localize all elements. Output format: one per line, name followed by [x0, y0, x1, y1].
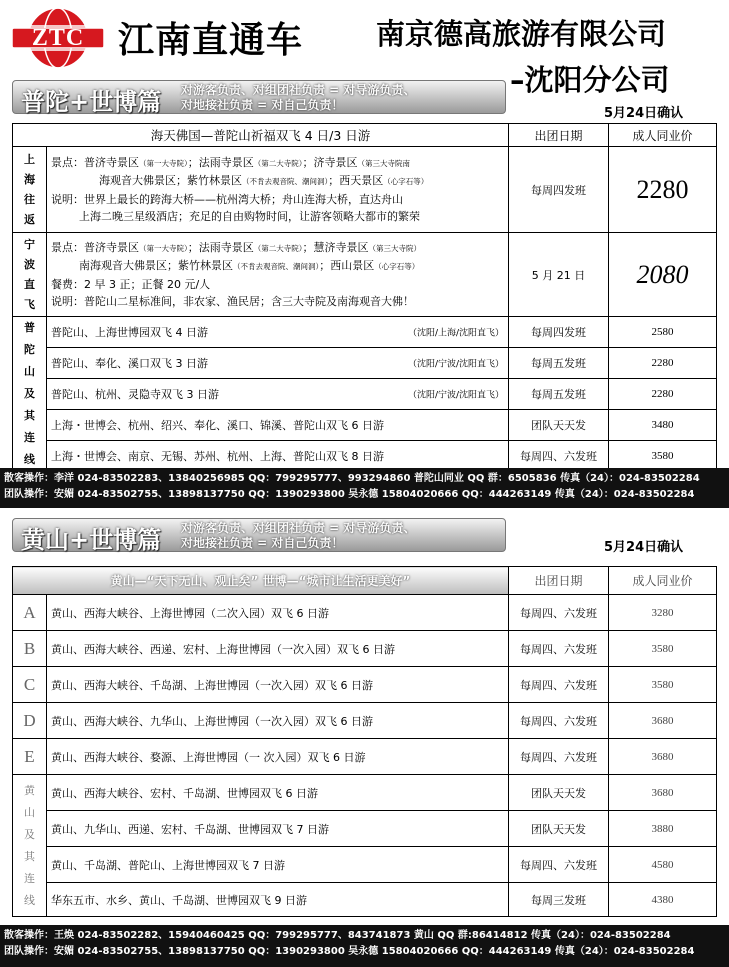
table-header-row	[13, 124, 717, 147]
putuo-table	[12, 123, 717, 472]
contact-line: 团队操作：安媚 024-83502755、13898137750 QQ：1390293800 吴永德 15804020666 QQ：444263149 传真（24）：024-83502284	[4, 946, 695, 957]
table-row	[13, 631, 717, 667]
route-date: 每周四发班	[509, 317, 609, 348]
route-price: 3580	[609, 631, 717, 667]
route-price: 3680	[609, 775, 717, 811]
confirm-date: 5月24日确认	[604, 106, 684, 121]
route-date: 每周四、六发班	[509, 667, 609, 703]
contact-line: 散客操作：李洋 024-83502283、13840256985 QQ：799295777、993294860 普陀山同业 QQ 群：6505836 传真（24）：024-83502284	[4, 473, 700, 484]
route-name: 黄山、西海大峡谷、千岛湖、上海世博园（一次入园）双飞 6 日游	[47, 667, 509, 703]
table-row	[13, 317, 717, 348]
route-date: 每周四、六发班	[509, 441, 609, 472]
confirm-date: 5月24日确认	[604, 540, 684, 555]
group-label-shanghai: 上海往返	[13, 147, 47, 233]
route-price: 4580	[609, 847, 717, 883]
group-label-huangshan-line: 黄山及其连线	[13, 775, 47, 917]
route-price: 4380	[609, 883, 717, 917]
route-name: 上海・世博会、南京、无锡、苏州、杭州、上海、普陀山双飞 8 日游	[47, 441, 509, 472]
route-letter: E	[13, 739, 47, 775]
route-letter: D	[13, 703, 47, 739]
section-tag-putuo	[12, 80, 506, 114]
route-name: 黄山、西海大峡谷、上海世博园（二次入园）双飞 6 日游	[47, 595, 509, 631]
route-letter: C	[13, 667, 47, 703]
header-price: 成人同业价	[609, 124, 717, 147]
header-title: 海天佛国—普陀山祈福双飞 4 日/3 日游	[13, 124, 509, 147]
header-title: 黄山—“天下无山、观止矣” 世博—“城市让生活更美好”	[13, 567, 509, 595]
route-name: 普陀山、奉化、溪口双飞 3 日游 （沈阳/宁波/沈阳直飞）	[47, 348, 509, 379]
route-price: 3280	[609, 595, 717, 631]
route-letter: B	[13, 631, 47, 667]
route-name: 黄山、西海大峡谷、宏村、千岛湖、世博园双飞 6 日游	[47, 775, 509, 811]
route-date: 每周四、六发班	[509, 631, 609, 667]
route-date: 每周四、六发班	[509, 703, 609, 739]
route-price: 3680	[609, 703, 717, 739]
table-row	[13, 147, 717, 233]
huangshan-table	[12, 566, 717, 917]
shanghai-price: 2280	[609, 147, 717, 233]
table-row	[13, 595, 717, 631]
route-date: 每周四、六发班	[509, 847, 609, 883]
route-name: 上海・世博会、杭州、绍兴、奉化、溪口、锦溪、普陀山双飞 6 日游	[47, 410, 509, 441]
table-row	[13, 233, 717, 317]
header-date: 出团日期	[509, 567, 609, 595]
table-row	[13, 348, 717, 379]
route-price: 3680	[609, 739, 717, 775]
table-row	[13, 703, 717, 739]
route-name: 黄山、西海大峡谷、九华山、上海世博园（一次入园）双飞 6 日游	[47, 703, 509, 739]
route-name: 普陀山、杭州、灵隐寺双飞 3 日游 （沈阳/宁波/沈阳直飞）	[47, 379, 509, 410]
brand-title: 江南直通车	[118, 20, 304, 61]
group-label-putuo-line: 普陀山及其连线	[13, 317, 47, 472]
header-price: 成人同业价	[609, 567, 717, 595]
route-name: 华东五市、水乡、黄山、千岛湖、世博园双飞 9 日游	[47, 883, 509, 917]
route-date: 每周三发班	[509, 883, 609, 917]
contact-bar-huangshan	[0, 925, 729, 967]
section-tag-huangshan	[12, 518, 506, 552]
contact-line: 散客操作：王焕 024-83502282、15940460425 QQ：799295777、843741873 黄山 QQ 群:86414812 传真（24）：024-83502284	[4, 930, 671, 941]
route-name: 黄山、千岛湖、普陀山、上海世博园双飞 7 日游	[47, 847, 509, 883]
table-row	[13, 775, 717, 811]
contact-bar-putuo	[0, 468, 729, 508]
group-label-ningbo: 宁波直飞	[13, 233, 47, 317]
table-row	[13, 667, 717, 703]
header-date: 出团日期	[509, 124, 609, 147]
section-title: 普陀+世博篇	[21, 88, 162, 116]
ningbo-date: 5 月 21 日	[509, 233, 609, 317]
table-row	[13, 811, 717, 847]
route-name: 黄山、九华山、西递、宏村、千岛湖、世博园双飞 7 日游	[47, 811, 509, 847]
shanghai-details: 景点：普济寺景区（第一大寺院）；法雨寺景区（第二大寺院）；济寺景区（第三大寺院南 海观音大佛景区；紫竹林景区（不肯去观音院、潮间洞）；西天景区（心字石等） 说明：世界上最长的跨海大桥——杭州湾大桥；舟山连海大桥，直达舟山 上海二晚三星级酒店；充足的自由购物时间，让游客领略大都市的繁荣	[47, 147, 509, 233]
branch-name: –沈阳分公司	[510, 63, 670, 97]
contact-line: 团队操作：安媚 024-83502755、13898137750 QQ：1390293800 吴永德 15804020666 QQ：444263149 传真（24）：024-83502284	[4, 489, 695, 500]
table-row	[13, 883, 717, 917]
route-price: 3580	[609, 667, 717, 703]
logo-text: ZTC	[31, 24, 85, 51]
route-name: 黄山、西海大峡谷、西递、宏村、上海世博园（一次入园）双飞 6 日游	[47, 631, 509, 667]
route-price: 3480	[609, 410, 717, 441]
route-date: 团队天天发	[509, 775, 609, 811]
table-row	[13, 379, 717, 410]
route-date: 每周四、六发班	[509, 595, 609, 631]
shanghai-date: 每周四发班	[509, 147, 609, 233]
route-name: 黄山、西海大峡谷、婺源、上海世博园（一 次入园）双飞 6 日游	[47, 739, 509, 775]
ningbo-price: 2080	[609, 233, 717, 317]
route-date: 每周四、六发班	[509, 739, 609, 775]
route-price: 2280	[609, 379, 717, 410]
route-name: 普陀山、上海世博园双飞 4 日游 （沈阳/上海/沈阳直飞）	[47, 317, 509, 348]
table-row	[13, 739, 717, 775]
company-name: 南京德高旅游有限公司	[376, 17, 667, 51]
section-slogan: 对游客负责、对组团社负责 = 对导游负责、 对地接社负责 = 对自己负责！	[181, 521, 416, 550]
table-row	[13, 847, 717, 883]
table-row	[13, 441, 717, 472]
route-price: 2280	[609, 348, 717, 379]
table-header-row	[13, 567, 717, 595]
table-row	[13, 410, 717, 441]
route-date: 团队天天发	[509, 811, 609, 847]
section-slogan: 对游客负责、对组团社负责 = 对导游负责、 对地接社负责 = 对自己负责！	[181, 83, 416, 112]
ztc-logo	[8, 6, 108, 70]
section-title: 黄山+世博篇	[21, 526, 162, 554]
route-date: 团队天天发	[509, 410, 609, 441]
route-price: 3880	[609, 811, 717, 847]
route-date: 每周五发班	[509, 379, 609, 410]
route-price: 2580	[609, 317, 717, 348]
ningbo-details: 景点：普济寺景区（第一大寺院）；法雨寺景区（第二大寺院）；慧济寺景区（第三大寺院） 南海观音大佛景区；紫竹林景区（不肯去观音院、潮间洞）；西山景区（心字石等） 餐费：2 早 3 正；正餐 20 元/人 说明：普陀山二星标准间，非农家、渔民居；含三大寺院及南海观音大佛！	[47, 233, 509, 317]
route-date: 每周五发班	[509, 348, 609, 379]
route-price: 3580	[609, 441, 717, 472]
route-letter: A	[13, 595, 47, 631]
